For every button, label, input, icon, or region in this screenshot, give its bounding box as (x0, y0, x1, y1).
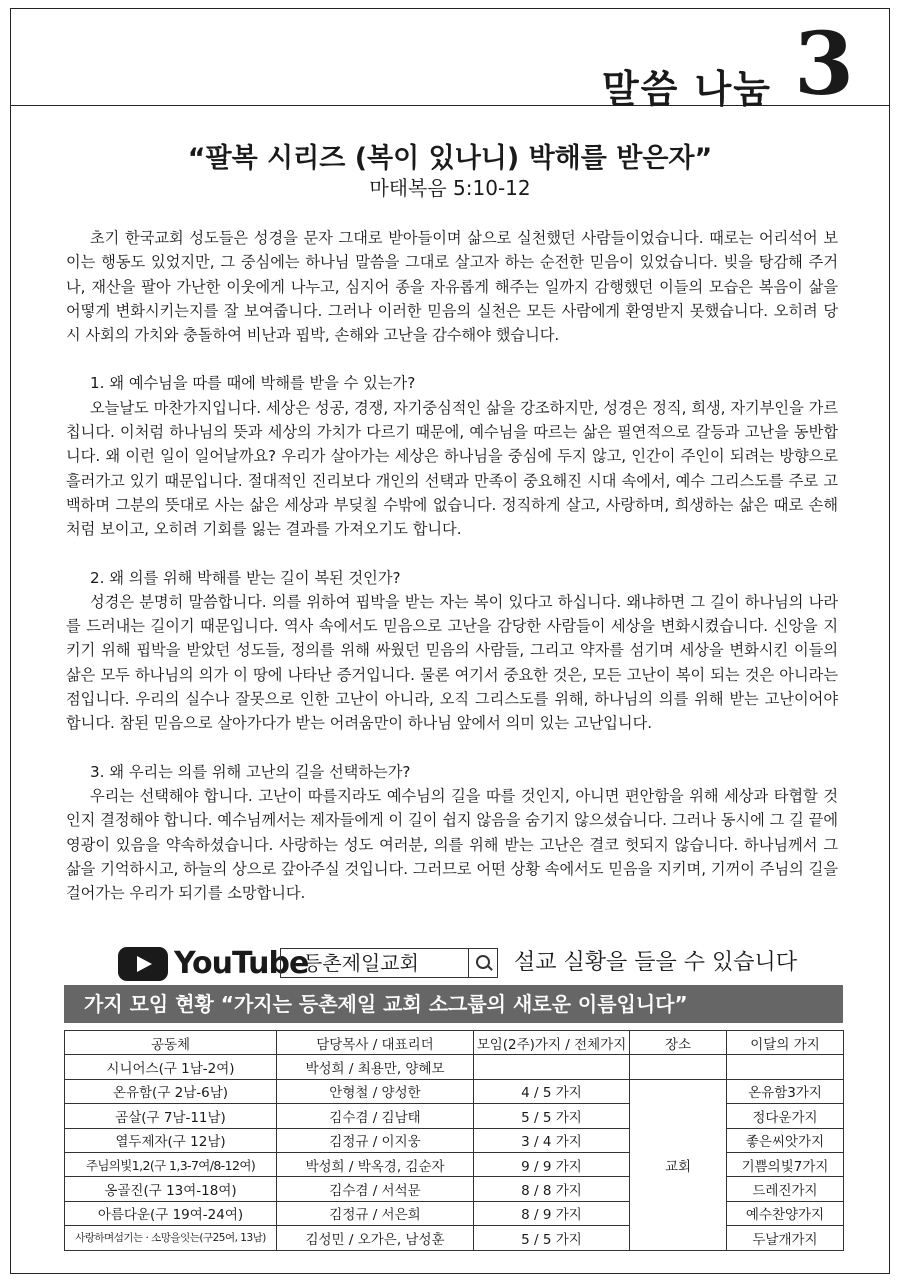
ratio-cell: 5 / 5 가지 (474, 1226, 630, 1250)
youtube-search-value: 등촌제일교회 (303, 951, 419, 975)
community-cell: 사랑하며섬기는 · 소망을잇는(구25여, 13남) (65, 1226, 277, 1250)
point-paragraph: 우리는 선택해야 합니다. 고난이 따를지라도 예수님의 길을 따를 것인지, 아니면 편안함을 위해 세상과 타협할 것인지 결정해야 합니다. 예수님께서는 제자들에게 이 길이 쉽지 않음을 숨기지 않으셨습니다. 그러나 동시에 그 길 끝에 영광이 있음을 약속하셨습니다. 사랑하는 성도 여러분, 의를 위해 받는 고난은 결코 헛되지 않습니다. 하나님께서 그 삶을 기억하시고, 하늘의 상으로 갚아주실 것입니다. 그러므로 어떤 상황 속에서도 믿음을 지키며, 기꺼이 주님의 길을 걸어가는 우리가 되기를 소망합니다. (66, 786, 838, 903)
sermon-title: “팔복 시리즈 (복이 있나니) 박해를 받은자” (187, 143, 713, 174)
youtube-play-icon (118, 947, 168, 981)
leaders-cell: 김정규 / 서은희 (277, 1201, 474, 1225)
community-cell: 시니어스(구 1남-2여) (65, 1055, 277, 1079)
ratio-cell: 5 / 5 가지 (474, 1104, 630, 1128)
youtube-search-box[interactable] (280, 948, 494, 978)
search-icon[interactable] (468, 948, 498, 978)
branch-cell: 두날개가지 (727, 1226, 844, 1250)
ratio-cell: 8 / 8 가지 (474, 1177, 630, 1201)
scripture-reference: 마태복음 5:10-12 (369, 176, 531, 200)
branch-cell (727, 1055, 844, 1079)
point-paragraph: 성경은 분명히 말씀합니다. 의를 위하여 핍박을 받는 자는 복이 있다고 하십니다. 왜냐하면 그 길이 하나님의 나라를 드러내는 길이기 때문입니다. 역사 속에서도 믿음으로 고난을 감당한 사람들이 세상을 변화시켰습니다. 신앙을 지키기 위해 핍박을 받았던 성도들, 정의를 위해 싸웠던 믿음의 사람들, 그리고 약자를 섬기며 세상을 변화시킨 이들의 삶은 모두 하나님의 의가 이 땅에 나타난 증거입니다. 물론 여기서 중요한 것은, 모든 고난이 복이 되는 것은 아니라는 점입니다. 우리의 실수나 잘못으로 인한 고난이 아니라, 오직 그리스도를 위해, 하나님의 의를 위해 받는 고난이어야 합니다. 참된 믿음으로 살아가다가 받는 어려움만이 하나님 앞에서 의미 있는 고난입니다. (66, 592, 838, 733)
section-number: 3 (794, 14, 854, 115)
table-row (65, 1104, 844, 1128)
column-header: 담당목사 / 대표리더 (277, 1031, 474, 1055)
point-heading: 3. 왜 우리는 의를 위해 고난의 길을 선택하는가? (90, 762, 411, 781)
point-heading: 1. 왜 예수님을 따를 때에 박해를 받을 수 있는가? (90, 374, 416, 393)
table-row (65, 1055, 844, 1079)
leaders-cell: 박성희 / 최용만, 양혜모 (277, 1055, 474, 1079)
ratio-cell: 4 / 5 가지 (474, 1079, 630, 1103)
community-cell: 아름다운(구 19여-24여) (65, 1201, 277, 1225)
branch-cell: 기쁨의빛7가지 (727, 1152, 844, 1176)
column-header: 모임(2주)가지 / 전체가지 (474, 1031, 630, 1055)
community-cell: 곰살(구 7남-11남) (65, 1104, 277, 1128)
leaders-cell: 김성민 / 오가은, 남성훈 (277, 1226, 474, 1250)
table-row (65, 1152, 844, 1176)
leaders-cell: 안형철 / 양성한 (277, 1079, 474, 1103)
page-header (10, 8, 890, 115)
branch-cell: 드레진가지 (727, 1177, 844, 1201)
leaders-cell: 김수겸 / 김남태 (277, 1104, 474, 1128)
place-cell-empty (630, 1055, 727, 1079)
leaders-cell: 박성희 / 박옥경, 김순자 (277, 1152, 474, 1176)
table-row (65, 1128, 844, 1152)
point-paragraph: 오늘날도 마찬가지입니다. 세상은 성공, 경쟁, 자기중심적인 삶을 강조하지만, 성경은 정직, 희생, 자기부인을 가르칩니다. 이처럼 하나님의 뜻과 세상의 가치가 다르기 때문에, 예수님을 따르는 삶은 필연적으로 갈등과 고난을 동반합니다. 왜 이런 일이 일어날까요? 우리가 살아가는 세상은 하나님을 중심에 두지 않고, 인간이 주인이 되려는 방향으로 흘러가고 있기 때문입니다. 절대적인 진리보다 개인의 선택과 만족이 중요해진 시대 속에서, 예수 그리스도를 주로 고백하며 그분의 뜻대로 사는 삶은 세상과 부딪칠 수밖에 없습니다. 정직하게 살고, 사랑하며, 희생하는 삶은 때로 손해처럼 보이고, 오히려 기회를 잃는 결과를 가져오기도 합니다. (66, 398, 838, 539)
intro-paragraph: 초기 한국교회 성도들은 성경을 문자 그대로 받아들이며 삶으로 실천했던 사람들이었습니다. 때로는 어리석어 보이는 행동도 있었지만, 그 중심에는 하나님 말씀을 그대로 살고자 하는 순전한 믿음이 있었습니다. 빚을 탕감해 주거나, 재산을 팔아 가난한 이웃에게 나누고, 심지어 종을 자유롭게 해주는 일까지 감행했던 이들의 모습은 복음이 삶을 어떻게 변화시키는지를 잘 보여줍니다. 그러나 이러한 믿음의 실천은 모든 사람에게 환영받지 못했습니다. 오히려 당시 사회의 가치와 충돌하여 비난과 핍박, 손해와 고난을 감수해야 했습니다. (66, 229, 838, 345)
groups-table (64, 1030, 844, 1251)
youtube-message: 설교 실황을 들을 수 있습니다 (514, 950, 797, 975)
table-header-row (65, 1031, 844, 1055)
groups-heading: 가지 모임 현황 “가지는 등촌제일 교회 소그룹의 새로운 이름입니다” (64, 985, 843, 1023)
ratio-cell: 8 / 9 가지 (474, 1201, 630, 1225)
youtube-logo-text: YouTube (174, 946, 309, 981)
leaders-cell: 김수겸 / 서석문 (277, 1177, 474, 1201)
table-row (65, 1226, 844, 1250)
youtube-banner (118, 944, 838, 984)
table-row (65, 1079, 844, 1103)
sermon-body (66, 226, 838, 905)
community-cell: 온유함(구 2남-6남) (65, 1079, 277, 1103)
point-heading: 2. 왜 의를 위해 박해를 받는 길이 복된 것인가? (90, 568, 401, 587)
column-header: 이달의 가지 (727, 1031, 844, 1055)
table-row (65, 1177, 844, 1201)
community-cell: 주님의빛1,2(구 1,3-7여/8-12여) (65, 1152, 277, 1176)
column-header: 공동체 (65, 1031, 277, 1055)
community-cell: 옹골진(구 13여-18여) (65, 1177, 277, 1201)
ratio-cell (474, 1055, 630, 1079)
branch-cell: 정다운가지 (727, 1104, 844, 1128)
community-cell: 열두제자(구 12남) (65, 1128, 277, 1152)
table-row (65, 1201, 844, 1225)
place-cell: 교회 (630, 1079, 727, 1250)
leaders-cell: 김정규 / 이지웅 (277, 1128, 474, 1152)
branch-cell: 예수찬양가지 (727, 1201, 844, 1225)
branch-cell: 좋은씨앗가지 (727, 1128, 844, 1152)
column-header: 장소 (630, 1031, 727, 1055)
section-label: 말씀 나눔 (601, 67, 772, 111)
ratio-cell: 9 / 9 가지 (474, 1152, 630, 1176)
branch-cell: 온유함3가지 (727, 1079, 844, 1103)
ratio-cell: 3 / 4 가지 (474, 1128, 630, 1152)
